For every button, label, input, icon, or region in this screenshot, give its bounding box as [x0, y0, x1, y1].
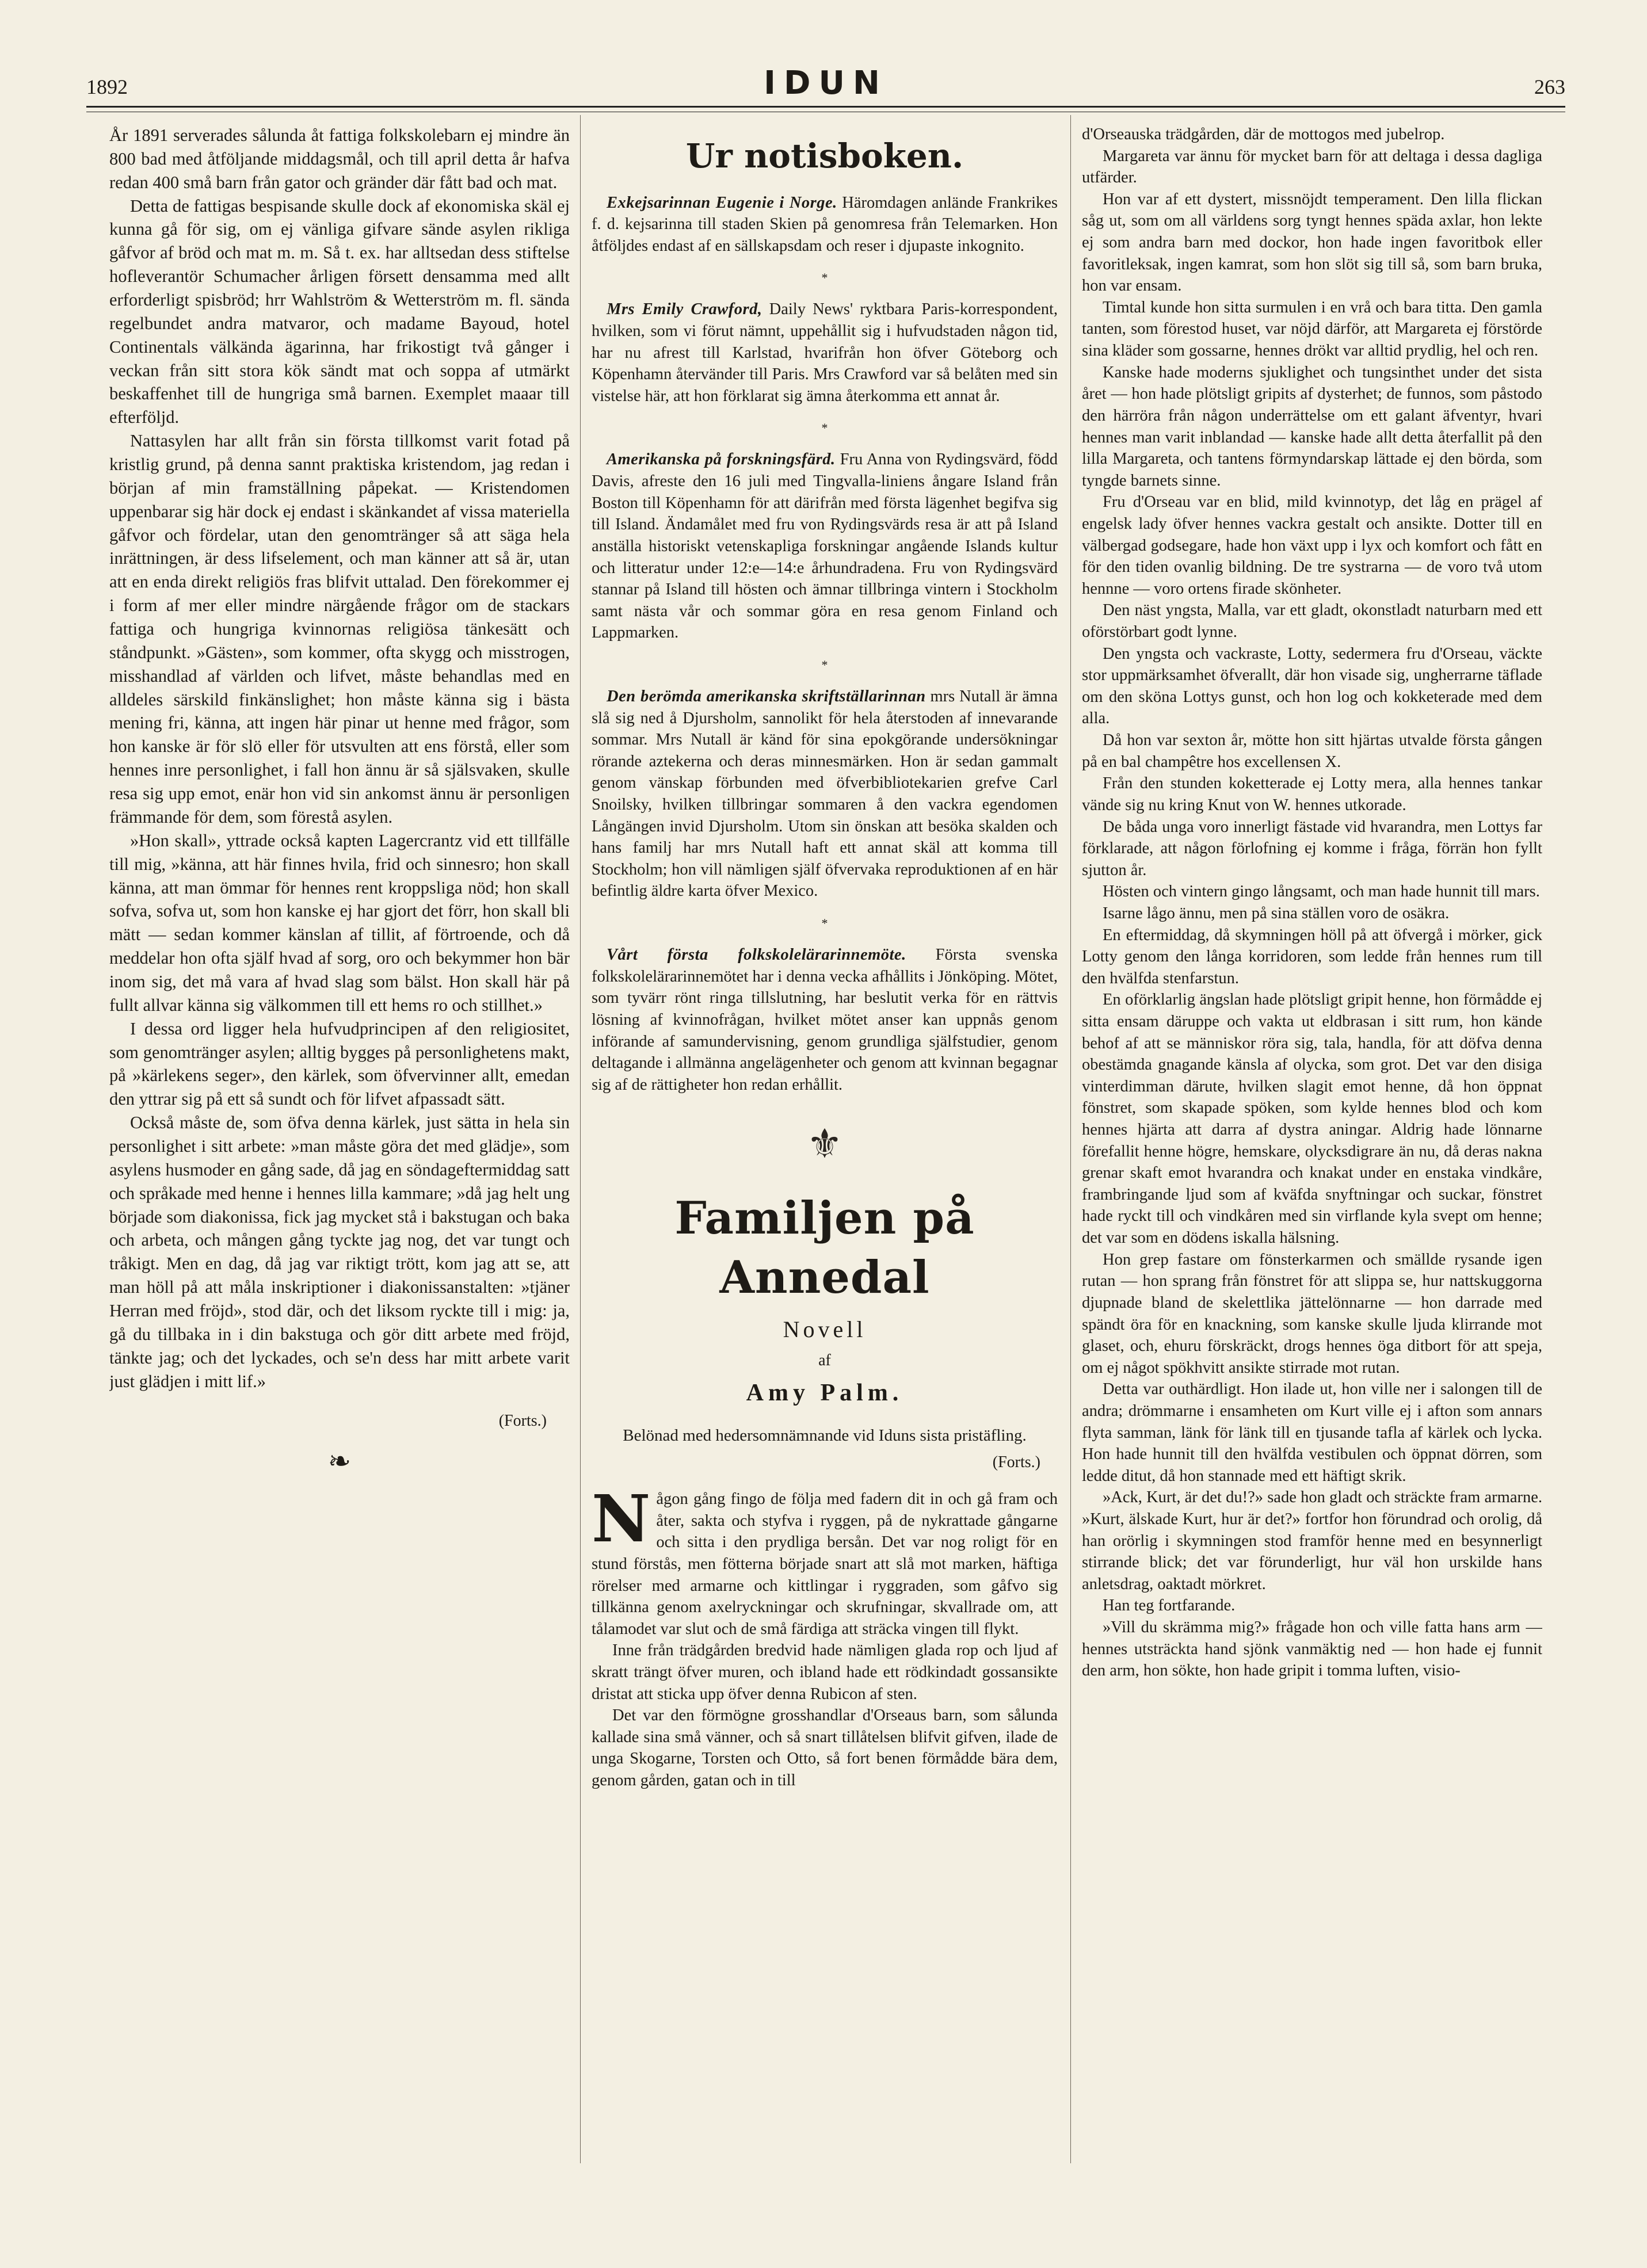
article-paragraph: »Hon skall», yttrade också kapten Lagercrantz vid ett tillfälle till mig, »känna, att här finnes hvila, frid och sinnesro; hon skall känna, att man ömmar för hennes rent kroppsliga nöd; hon skall sofva, sofva ut, som hon kanske ej har gjort det förr, hon skall bli mätt — sedan kommer känslan af tillit, af förtroende, och då meddelar hon ofta själf hvad af sorg, oro och bekymmer hon bär inom sig, det må vara af hvad slag som bälst. Hon skall här på fullt allvar känna sig välkommen till ett hems ro och stillhet.»: [109, 830, 570, 1015]
continued-note: (Forts.): [992, 1453, 1040, 1472]
article-paragraph: Detta de fattigas bespisande skulle dock af ekonomiska skäl ej kunna gå för sig, om ej vänliga gifvare sände asylen rikliga gåfvor af bröd och mat m. m. Så t. ex. har alltsedan dess stiftelse hofleverantör Schumacher årligen försett densamma med allt erforderligt spisbröd; hrr Wahlström & Wetterström m. fl. sända regelbundet andra matvaror, och madame Bayoud, hotel Continentals välkända ägarinna, har frikostigt två gånger i veckan från sitt stora kök sändt mat och soppa af utmärkt beskaffenhet till de hungriga små barnen. Exemplet maaar till efterföljd.: [109, 196, 570, 427]
article-paragraph: Också måste de, som öfva denna kärlek, just sätta in hela sin personlighet i sitt arbete: »man måste göra det med glädje», som asylens husmoder en gång sade, då jag en söndageftermiddag satt och språkade med henne i hennes lilla kammare; »då jag helt ung började som diakonissa, fick jag mycket stå i bakstugan och baka och arbeta, och mången gång tyckte jag nog, det var tungt och tråkigt. Men en dag, då jag var riktigt trött, kom jag att se, att man höll på att måla inskriptioner i diakonissanstalten: »tjäner Herran med fröjd», stod där, och det liksom ryckte till i mig: ja, gå du tillbaka in i din bakstuga och gör ditt arbete med fröjd, tänkte jag; och det lyckades, och se'n dess har mitt arbete varit just glädjen i mitt lif.»: [109, 1113, 570, 1391]
news-item: [592, 686, 1058, 902]
novel-paragraph: Detta var outhärdligt. Hon ilade ut, hon ville ner i salongen till de andra; drömmarne i ensamheten om Kurt ville ej i afton som annars flyta samman, länk för länk till en tjusande tafla af kärlek och lycka. Hon hade hunnit till den hvälfda vestibulen och öppnat dörren, som ledde ditut, då hon stannade med ett häftigt skrik.: [1082, 1380, 1542, 1485]
separator-star: *: [821, 916, 828, 931]
continued-note: (Forts.): [498, 1412, 547, 1430]
novel-paragraph: Inne från trädgården bredvid hade nämligen glada rop och ljud af skratt trängt öfver muren, och ibland hade ett rödkindadt gossansikte dristat att sticka upp öfver denna Rubicon af sten.: [592, 1641, 1058, 1703]
novel-author: Amy Palm.: [746, 1380, 903, 1407]
separator-star: *: [821, 657, 828, 672]
novel-paragraph: »Vill du skrämma mig?» frågade hon och ville fatta hans arm — hennes utsträckta hand sjönk vanmäktig ned — hon hade ej funnit den arm, hon sökte, hon hade gripit i tomma luften, visio-: [1082, 1618, 1542, 1680]
column-left: [109, 124, 570, 2149]
header-year: 1892: [86, 75, 128, 98]
column-divider: [580, 115, 581, 2163]
masthead-title: IDUN: [764, 64, 888, 102]
novel-paragraph: Hon grep fastare om fönsterkarmen och smällde rysande igen rutan — hon sprang från fönstret för att slippa se, hur nattskuggorna djupnade bland de skelettlika jättelönnarne — hon darrade med spändt öra för en knackning, som kanske skulle ljuda klirrande mot glaset, och, ehuru förskräckt, drogs hennes öga ditbort för att speja, om ej något spökhvitt ansikte stirrade mot rutan.: [1082, 1250, 1542, 1377]
novel-by: af: [818, 1351, 831, 1370]
column-divider: [1070, 115, 1071, 2163]
article-paragraph: År 1891 serverades sålunda åt fattiga folkskolebarn ej mindre än 800 bad med åtföljande middagsmål, och till april detta år hafva redan 400 små barn från gator och gränder där fått bad och mat.: [109, 125, 570, 192]
news-item-headline: Mrs Emily Crawford,: [607, 300, 762, 319]
novel-title: Familjen på Annedal: [674, 1192, 975, 1304]
novel-paragraph: Den näst yngsta, Malla, var ett gladt, okonstladt naturbarn med ett oförstörbart godt lynne.: [1082, 601, 1542, 642]
news-item-text: Daily News' ryktbara Paris-korrespondent, hvilken, som vi förut nämnt, uppehållit sig i hufvudstaden någon tid, har nu afrest till Karlstad, hvarifrån hon öfver Göteborg och Köpenhamn återvänder till Paris. Mrs Crawford var så belåten med sin vistelse här, att hon förklarat sig ämna återkomma ett annat år.: [592, 300, 1058, 405]
news-item-headline: Vårt första folkskolelärarinnemöte.: [607, 946, 906, 964]
section-title: Ur notisboken.: [685, 136, 964, 175]
article-paragraph: Nattasylen har allt från sin första tillkomst varit fotad på kristlig grund, på denna sannt praktiska kristendom, jag redan i början af min framställning påpekat. — Kristendomen uppenbarar sig här dock ej endast i skänkandet af vissa materiella gåfvor och fördelar, utan den genomtränger så att säga hela inrättningen, är dess lifselement, och man känner att så är, utan att en enda direkt religiös fras blifvit uttalad. Den förekommer ej i form af mer eller mindre närgående frågor om de stackars fattiga och hungriga kvinnornas religiösa tänkesätt och ståndpunkt. »Gästen», som kommer, ofta skygg och misstrogen, misshandlad af världen och lifvet, måste behandlas med en alldeles särskild finkänslighet; hon måste känna sig i bästa mening fri, känna, att ingen här pinar ut henne med frågor, som hon kanske är för slö eller för utsvulten att ens förstå, eller som hennes inre personlighet, i fall hon ännu är så själsvaken, skulle resa sig upp emot, enär hon vid sin ankomst ännu är personligen främmande för dem, som förestå asylen.: [109, 431, 570, 827]
news-item-text: mrs Nutall är ämna slå sig ned å Djursholm, sannolikt för hela återstoden af innevarande sommar. Mrs Nutall är känd för sina epokgörande undersökningar rörande aztekerna och deras minnesmärken. Hon är sedan gammalt genom vänskap förbunden med öfverbibliotekarien grefve Carl Snoilsky, hvilken tillbringar sommaren å den vackra egendomen Långängen invid Djursholm. Utom sin önskan att besöka skalden och hans familj har mrs Nutall haft ett annat skäl att komma till Stockholm; hon vill nämligen själf öfvervaka reproduktionen af en här befintlig äldre karta öfver Mexico.: [592, 688, 1058, 900]
novel-paragraph: Margareta var ännu för mycket barn för att deltaga i dessa dagliga utfärder.: [1082, 147, 1542, 187]
novel-paragraph: Hösten och vintern gingo långsamt, och man hade hunnit till mars.: [1103, 883, 1540, 901]
novel-paragraph: Den yngsta och vackraste, Lotty, sedermera fru d'Orseau, väckte stor uppmärksamhet öfverallt, där hon visade sig, ungherrarne täflade om den sköna Lottys gunst, och hon log och kokketerade med dem alla.: [1082, 644, 1542, 728]
news-item: [592, 192, 1058, 257]
separator-star: *: [821, 421, 828, 436]
novel-paragraph: Det var den förmögne grosshandlar d'Orseaus barn, som sålunda kallade sina små vänner, och så snart tillåtelsen blifvit gifven, ilade de unga Skogarne, Torsten och Otto, så fort benen förmådde bära dem, genom gården, gatan och in till: [592, 1706, 1058, 1790]
novel-paragraph-text: ågon gång fingo de följa med fadern dit in och gå fram och åter, sakta och styfva i ryggen, på de nykrattade gångarne och sitta i den prydliga bersån. Det var nog roligt för en stund förstås, men fötterna började snart att slå mot marken, häftiga rörelser med armarne och kittlingar i ryggraden, som gåfvo sig tillkänna genom axelryckningar och skrufningar, skvallrade om, att tålamodet var slut och de små färdiga att sträcka vingen till flykt.: [592, 1490, 1058, 1638]
news-item: [592, 449, 1058, 643]
novel-paragraph: En oförklarlig ängslan hade plötsligt gripit henne, hon förmådde ej sitta ensam däruppe och vakta ut eldbrasan i sitt rum, hon kände behof af att se människor röra sig, tala, handla, för att döfva denna obestämda gnagande känsla af olycka, som grot. Det var den disiga vinterdimman därute, hvilken slagit emot henne, då hon öppnat fönstret, som skapade spöken, som kylde hennes blod och kom hennes hjärta att darra af dystra aningar. Aldrig hade lönnarne förefallit henne högre, hemskare, olycksdigrare än nu, då deras nakna grenar skaft emot hvarandra och knakat under en enstaka vindkåre, frambringande ljud som af kväfda snyftningar och suckar, fönstret hade ryckt till och vindkåren med sin virflande kyla svept om henne; det var som en dödens iskalla hälsning.: [1082, 991, 1542, 1247]
news-item-headline: Exkejsarinnan Eugenie i Norge.: [607, 193, 837, 212]
news-item-text: Fru Anna von Rydingsvärd, född Davis, afreste den 16 juli med Tingvalla-liniens ångare Island från Boston till Köpenhamn för att därifrån med första lägenhet begifva sig till Island. Ändamålet med fru von Rydingsvärds resa är att på Island anställa historiskt vetenskapliga forskningar angående Islands kultur och litteratur under 12:e—14:e århundradena. Fru von Rydingsvärd stannar på Island till hösten och ämnar tillbringa vintern i Stockholm samt nästa vår och sommar göra en resa genom Finland och Lappmarken.: [592, 450, 1058, 642]
vignette-icon: ⚜: [806, 1122, 843, 1167]
news-item: [592, 299, 1058, 407]
novel-paragraph: »Ack, Kurt, är det du!?» sade hon gladt och sträckte fram armarne. »Kurt, älskade Kurt, hur är det?» fortfor hon förundrad och orolig, då han orörlig i skymningen stod framför henne med en besynnerligt stirrande blick; det var förunderligt, hur väl hon urskilde hans anletsdrag, oaktadt mörkret.: [1082, 1488, 1542, 1593]
article-paragraph: I dessa ord ligger hela hufvudprincipen af den religiositet, som genomtränger asylen; alltig bygges på personlighetens makt, på »kärlekens seger», den kärlek, som öfvervinner allt, emedan den yttrar sig på ett så sundt och för lifvet afpassadt sätt.: [109, 1018, 570, 1109]
separator-star: *: [821, 270, 828, 285]
news-item-headline: Amerikanska på forskningsfärd.: [607, 450, 836, 469]
column-right: [1082, 124, 1542, 2172]
novel-subtitle: Novell: [783, 1316, 867, 1342]
header-rule: [86, 106, 1565, 108]
drop-cap: N: [592, 1482, 651, 1557]
novel-paragraph: De båda unga voro innerligt fästade vid hvarandra, men Lottys far förklarade, att någon förlofning ej komme i fråga, förrän hon fyllt sjutton år.: [1082, 818, 1542, 879]
novel-paragraph: Han teg fortfarande.: [1103, 1597, 1236, 1615]
news-item-text: Första svenska folkskolelärarinnemötet har i denna vecka afhållits i Jönköping. Mötet, som tyvärr rönt ringa tillslutning, har beslutit verka för en rättvis lösning af kvinnofrågan, hvilket mötet anser kan uppnås genom införande af samundervisning, genom grundliga själfstudier, genom deltagande i allmänna angelägenheter och genom att kvinnan begagnar sig af de rättigheter hon redan erhållit.: [592, 946, 1058, 1094]
novel-paragraph: [592, 1482, 1058, 1640]
novel-paragraph: Hon var af ett dystert, missnöjdt temperament. Den lilla flickan såg ut, som om all världens sorg tyngt hennes späda axlar, hon lekte ej som andra barn med dockor, hon hade ingen favoritbok eller favoritleksak, ingen kamrat, som hon slöt sig till så, som barn bruka, hon var ensam.: [1082, 190, 1542, 295]
novel-paragraph: Från den stunden koketterade ej Lotty mera, alla hennes tankar vände sig nu kring Knut von W. hennes utkorade.: [1082, 774, 1542, 814]
ornament-icon: ❧: [327, 1446, 352, 1477]
news-item-headline: Den berömda amerikanska skriftställarinnan: [607, 688, 926, 705]
column-middle: [592, 124, 1058, 2172]
page-header: [86, 64, 1565, 104]
novel-paragraph: Kanske hade moderns sjuklighet och tungsinthet under det sista året — hon hade plötsligt gripits af dysterhet; de funnos, som påstodo den härröra från någon underrättelse om ett galant äfventyr, hvari hennes man varit inblandad — kanske hade allt detta återfallit på den lilla Margareta, och tantens förmyndarskap lättade ej den börda, som tyngde barnets sinne.: [1082, 363, 1542, 490]
novel-award-note: Belönad med hedersomnämnande vid Iduns sista pristäfling.: [623, 1426, 1027, 1445]
novel-paragraph: Timtal kunde hon sitta surmulen i en vrå och bara titta. Den gamla tanten, som förestod huset, var nöjd därför, att Margareta ej förstörde sina kläder som gossarne, hennes drökt var alltid prydlig, hel och ren.: [1082, 298, 1542, 360]
novel-paragraph: En eftermiddag, då skymningen höll på att öfvergå i mörker, gick Lotty genom den långa korridoren, som ledde från hennes rum till den hvälfda stenfarstun.: [1082, 926, 1542, 987]
novel-paragraph: Fru d'Orseau var en blid, mild kvinnotyp, det låg en prägel af engelsk lady öfver hennes vackra gestalt och ansikte. Dotter till en välbergad godsegare, hade hon växt upp i lyx och komfort och fått en för den tiden ovanlig bildning. De tre systrarna — de voro två utom hennne — voro ortens firade skönheter.: [1082, 493, 1542, 598]
news-item-text: Häromdagen anlände Frankrikes f. d. kejsarinna till staden Skien på genomresa från Telemarken. Hon åtföljdes endast af en sällskapsdam och reser i djupaste inkognito.: [592, 193, 1058, 255]
news-item: [592, 944, 1058, 1095]
page-number: 263: [1534, 75, 1565, 98]
novel-paragraph: Då hon var sexton år, mötte hon sitt hjärtas utvalde första gången på en bal champêtre hos excellensen X.: [1082, 731, 1542, 771]
novel-paragraph: Isarne lågo ännu, men på sina ställen voro de osäkra.: [1103, 904, 1450, 922]
novel-paragraph: d'Orseauska trädgården, där de mottogos med jubelrop.: [1082, 125, 1445, 143]
